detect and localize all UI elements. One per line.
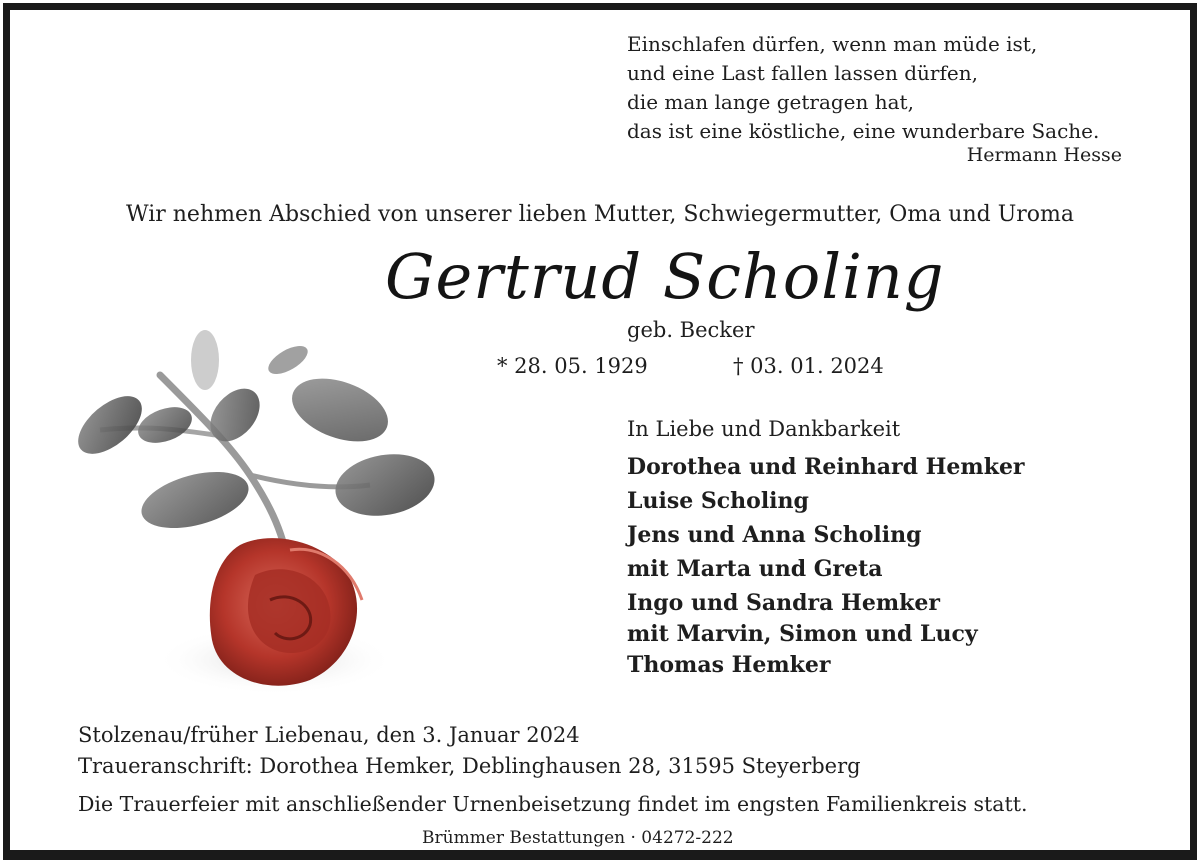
- poem-author: Hermann Hesse: [966, 144, 1122, 166]
- leaf: [283, 367, 396, 454]
- leaf: [200, 379, 269, 451]
- birth-date: * 28. 05. 1929: [497, 354, 648, 378]
- poem-line: Einschlafen dürfen, wenn man müde ist,: [627, 32, 1038, 56]
- leaf: [331, 447, 440, 523]
- mourner-line: mit Marvin, Simon und Lucy: [627, 621, 978, 647]
- undertaker-footer: Brümmer Bestattungen · 04272-222: [412, 828, 744, 848]
- footer-rule: [10, 850, 1190, 854]
- poem-line: und eine Last fallen lassen dürfen,: [627, 61, 978, 85]
- leaf: [264, 340, 312, 379]
- ceremony-note: Die Trauerfeier mit anschließender Urnenbeisetzung findet im engsten Familienkreis statt.: [78, 792, 1028, 816]
- poem-line: die man lange getragen hat,: [627, 90, 914, 114]
- leaf: [135, 462, 254, 539]
- birth-name: geb. Becker: [627, 318, 755, 342]
- rose-illustration: [40, 315, 460, 705]
- poem-line: das ist eine köstliche, eine wunderbare Sache.: [627, 119, 1100, 143]
- leaf: [191, 330, 219, 390]
- mourner-line: mit Marta und Greta: [627, 556, 883, 582]
- leaf: [133, 400, 197, 449]
- mourner-line: Dorothea und Reinhard Hemker: [627, 454, 1025, 480]
- leaf: [68, 385, 152, 464]
- poem: [627, 30, 1099, 146]
- place-date: Stolzenau/früher Liebenau, den 3. Januar 2024: [78, 723, 580, 747]
- mourner-line: Jens und Anna Scholing: [627, 522, 922, 548]
- death-date: † 03. 01. 2024: [733, 354, 884, 378]
- mourner-line: Thomas Hemker: [627, 652, 831, 678]
- mourners-intro: In Liebe und Dankbarkeit: [627, 417, 901, 441]
- farewell-intro: Wir nehmen Abschied von unserer lieben Mutter, Schwiegermutter, Oma und Uroma: [125, 202, 1074, 227]
- mourner-line: Ingo und Sandra Hemker: [627, 590, 940, 616]
- mourners-list: [627, 450, 1025, 682]
- deceased-name: Gertrud Scholing: [385, 240, 945, 313]
- mourning-address: Traueranschrift: Dorothea Hemker, Deblinghausen 28, 31595 Steyerberg: [78, 754, 861, 778]
- mourner-line: Luise Scholing: [627, 488, 809, 514]
